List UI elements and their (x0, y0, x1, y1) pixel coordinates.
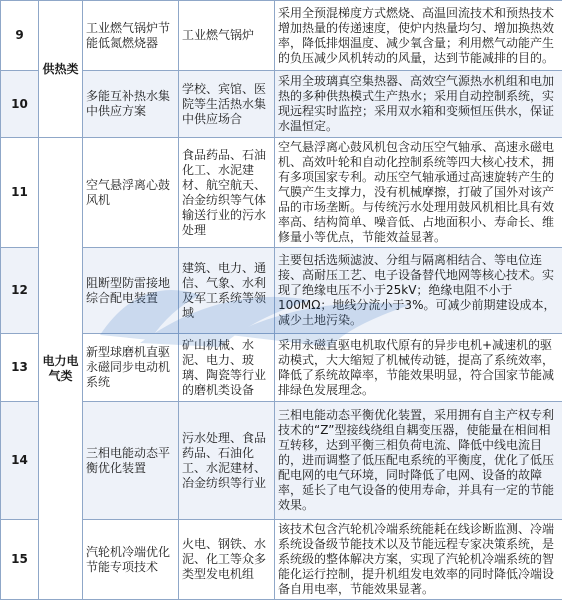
row-number: 14 (1, 402, 39, 520)
technology-name: 三相电能动态平衡优化装置 (83, 402, 179, 520)
technology-name: 多能互补热水集中供应方案 (83, 71, 179, 138)
technology-description: 采用永磁直驱电机取代原有的异步电机+减速机的驱动模式，大大缩短了机械传动链，提高了系统效率，降低了系统故障率，节能效果明显，符合国家节能减排绿色发展理念。 (275, 334, 562, 402)
category-cell: 电力电气类 (39, 138, 83, 600)
application-field: 矿山机械、水泥、电力、玻璃、陶瓷等行业的磨机类设备 (179, 334, 275, 402)
technology-name: 汽轮机冷端优化节能专项技术 (83, 520, 179, 600)
technology-name: 空气悬浮离心鼓风机 (83, 138, 179, 248)
technology-description: 采用全预混梯度方式燃烧、高温回流技术和预热技术增加热量的传递速度，使炉内热量均匀、增加换热效率，降低排烟温度、减少氧含量；利用燃气动能产生的负压减少风机转动的风量，达到节能减排的目的。 (275, 1, 562, 71)
table-row (1, 71, 562, 138)
row-number: 11 (1, 138, 39, 248)
application-field: 工业燃气锅炉 (179, 1, 275, 71)
technology-description: 该技术包含汽轮机冷端系统能耗在线诊断监测、冷端系统设备级节能技术以及节能远程专家决策系统，是系统级的整体解决方案，实现了汽轮机冷端系统的智能化运行控制，提升机组发电效率的同时降低冷端设备自用电率，节能效果显著。 (275, 520, 562, 600)
application-field: 建筑、电力、通信、气象、水利及军工系统等领域 (179, 248, 275, 334)
row-number: 15 (1, 520, 39, 600)
application-field: 污水处理、食品药品、石油化工、水泥建材、冶金纺织等行业 (179, 402, 275, 520)
table-row (1, 1, 562, 71)
technology-description: 三相电能动态平衡优化装置，采用拥有自主产权专利技术的“Z”型接线绕组自耦变压器，使能量在相间相互转移，达到平衡三相负荷电流、降低中线电流目的，进而调整了低压配电系统的平衡度，优化了低压配电网的电气环境，同时降低了电网、设备的故障率，延长了电气设备的使用寿命，并具有一定的节能效果。 (275, 402, 562, 520)
technology-description: 空气悬浮离心鼓风机包含动压空气轴承、高速永磁电机、高效叶轮和自动化控制系统等四大核心技术，拥有多项国家专利。动压空气轴承通过高速旋转产生的气膜产生支撑力，没有机械摩擦，打破了国外对该产品的市场垄断。与传统污水处理用鼓风机相比具有效率高、结构简单、噪音低、占地面积小、寿命长、维修量小等优点，节能效益显著。 (275, 138, 562, 248)
table-row (1, 248, 562, 334)
table-row (1, 402, 562, 520)
technology-description: 主要包括选频滤波、分组与隔离相结合、等电位连接、高耐压工艺、电子设备替代地网等核心技术。实现了绝缘电压不小于25kV；绝缘电阻不小于100MΩ；地线分流小于3%。可减少前期建设成本，减少土地污染。 (275, 248, 562, 334)
table-row (1, 520, 562, 600)
row-number: 9 (1, 1, 39, 71)
row-number: 13 (1, 334, 39, 402)
table-row (1, 334, 562, 402)
row-number: 12 (1, 248, 39, 334)
technology-name: 新型球磨机直驱永磁同步电动机系统 (83, 334, 179, 402)
application-field: 学校、宾馆、医院等生活热水集中供应场合 (179, 71, 275, 138)
technology-description: 采用全玻璃真空集热器、高效空气源热水机组和电加热的多种供热模式生产热水；采用自动控制系统，实现远程实时监控；采用双水箱和变频恒压供水，保证水温恒定。 (275, 71, 562, 138)
technology-name: 工业燃气锅炉节能低氮燃烧器 (83, 1, 179, 71)
technology-name: 阻断型防雷接地综合配电装置 (83, 248, 179, 334)
application-field: 火电、钢铁、水泥、化工等众多类型发电机组 (179, 520, 275, 600)
category-cell: 供热类 (39, 1, 83, 138)
row-number: 10 (1, 71, 39, 138)
table-row (1, 138, 562, 248)
application-field: 食品药品、石油化工、水泥建材、航空航天、冶金纺织等气体输送行业的污水处理 (179, 138, 275, 248)
